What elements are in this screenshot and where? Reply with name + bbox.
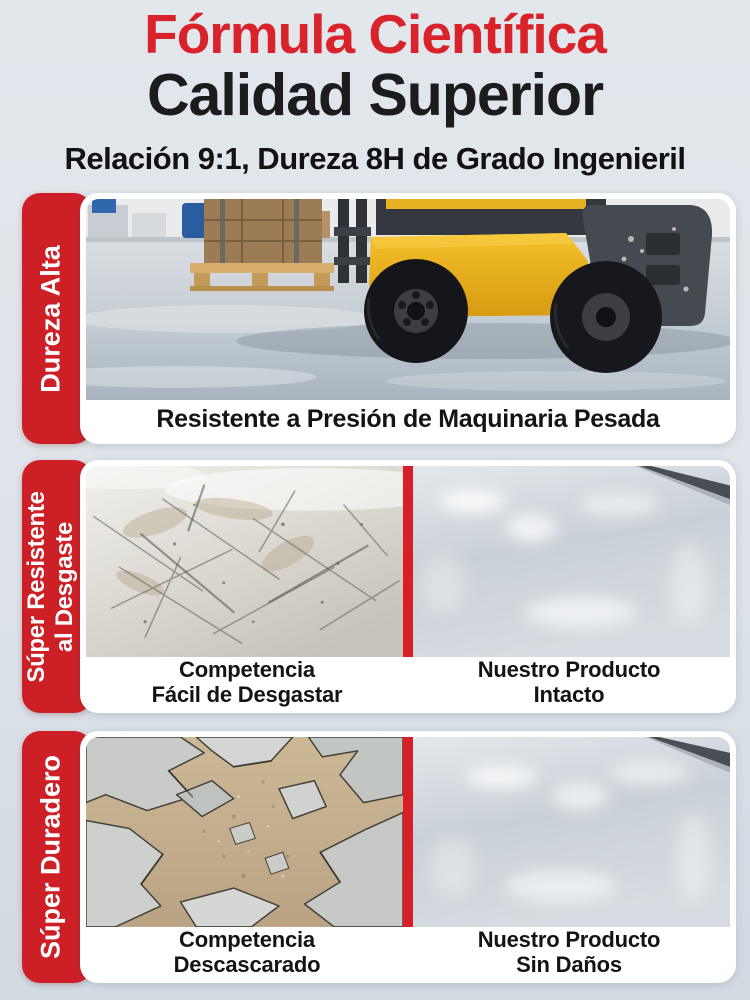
glossy-floor-illustration bbox=[413, 466, 730, 657]
caption-right bbox=[408, 657, 730, 707]
caption-left bbox=[86, 927, 408, 977]
section-duradero bbox=[0, 731, 750, 983]
section-resistente-desgaste bbox=[0, 460, 750, 713]
caption-line: Intacto bbox=[533, 681, 605, 707]
caption-line: Descascarado bbox=[173, 951, 321, 977]
caption-right bbox=[408, 927, 730, 977]
title-main: Calidad Superior bbox=[146, 62, 604, 129]
tab-label bbox=[36, 755, 67, 959]
red-divider bbox=[403, 466, 413, 657]
red-divider bbox=[403, 737, 413, 927]
card-dureza-alta bbox=[80, 193, 736, 444]
card-resistente-desgaste bbox=[80, 460, 736, 713]
glossy-floor-illustration bbox=[413, 737, 730, 927]
comparison-captions bbox=[86, 657, 730, 707]
forklift-illustration bbox=[86, 199, 730, 400]
section-dureza-alta bbox=[0, 193, 750, 444]
caption-line: Nuestro Producto bbox=[477, 926, 661, 952]
caption-line: Sin Daños bbox=[516, 951, 622, 977]
peeling-floor-photo bbox=[86, 737, 403, 927]
comparison-photo bbox=[86, 466, 730, 657]
caption-line: Nuestro Producto bbox=[477, 656, 661, 682]
caption-left bbox=[86, 657, 408, 707]
tab-line: Dureza Alta bbox=[35, 244, 66, 393]
subtitle: Relación 9:1, Dureza 8H de Grado Ingenieril bbox=[64, 140, 686, 176]
comparison-captions bbox=[86, 927, 730, 977]
caption-line: Competencia bbox=[179, 926, 315, 952]
tab-line: al Desgaste bbox=[51, 521, 78, 652]
title-accent: Fórmula Científica bbox=[144, 3, 606, 65]
intact-floor-photo bbox=[413, 466, 730, 657]
undamaged-floor-photo bbox=[413, 737, 730, 927]
worn-floor-photo bbox=[86, 466, 403, 657]
tab-label bbox=[23, 491, 79, 682]
peeling-paint-illustration bbox=[86, 737, 403, 927]
caption-dureza-alta: Resistente a Presión de Maquinaria Pesada bbox=[156, 404, 660, 433]
tab-label bbox=[36, 245, 67, 393]
forklift-photo bbox=[86, 199, 730, 400]
caption-line: Fácil de Desgastar bbox=[151, 681, 343, 707]
card-duradero bbox=[80, 731, 736, 983]
scratched-floor-illustration bbox=[86, 466, 403, 657]
tab-line: Súper Resistente bbox=[23, 490, 51, 683]
tab-line: Súper Duradero bbox=[35, 754, 66, 960]
comparison-photo bbox=[86, 737, 730, 927]
caption-line: Competencia bbox=[179, 656, 315, 682]
header bbox=[0, 3, 750, 177]
